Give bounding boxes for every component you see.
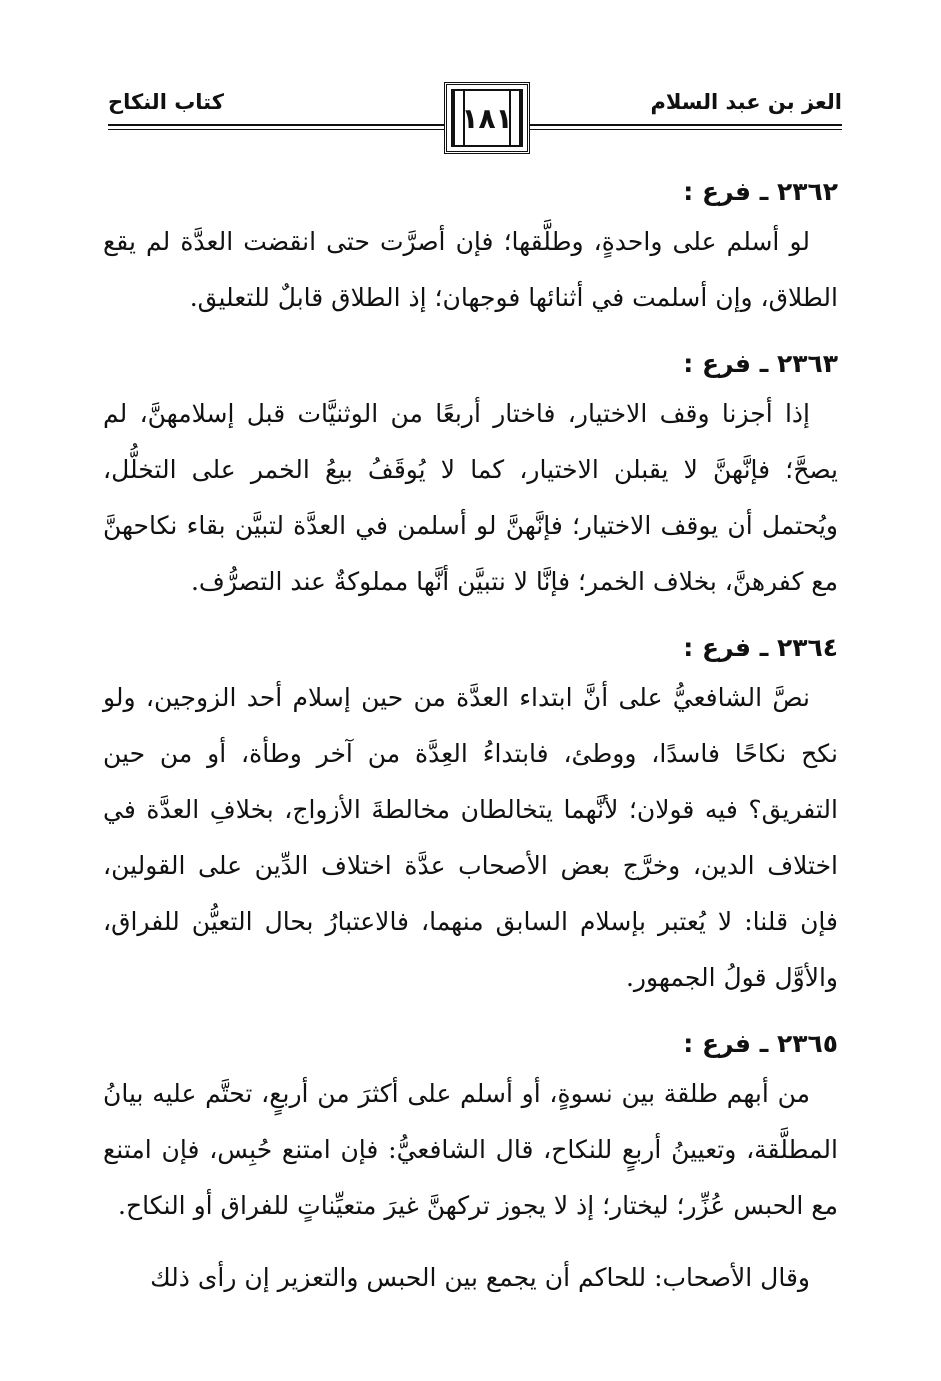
paragraph: لو أسلم على واحدةٍ، وطلَّقها؛ فإن أصرَّت حتى انقضت العدَّة لم يقع الطلاق، وإن أسلمت في أثنائها فوجهان؛ إذ الطلاق قابلٌ للتعليق. — [103, 227, 838, 312]
section-heading: ٢٣٦٢ ـ فرع : — [683, 177, 838, 206]
section-heading: ٢٣٦٣ ـ فرع : — [683, 349, 838, 378]
section-2365 — [103, 1022, 838, 1306]
paragraph: وقال الأصحاب: للحاكم أن يجمع بين الحبس والتعزير إن رأى ذلك — [150, 1263, 810, 1292]
section-heading: ٢٣٦٥ ـ فرع : — [683, 1029, 838, 1058]
running-header-author: العز بن عبد السلام — [650, 90, 842, 114]
page-body — [103, 170, 838, 1312]
section-2364 — [103, 626, 838, 1006]
section-2363 — [103, 342, 838, 610]
paragraph: من أبهم طلقة بين نسوةٍ، أو أسلم على أكثرَ من أربعٍ، تحتَّم عليه بيانُ المطلَّقة، وتعيينُ أربعٍ للنكاح، قال الشافعيُّ: فإن امتنع حُبِس، فإن امتنع مع الحبس عُزِّر؛ ليختار؛ إذ لا يجوز تركهنَّ غيرَ متعيِّناتٍ للفراق أو النكاح. — [103, 1079, 838, 1220]
section-2362 — [103, 170, 838, 326]
page-number: ١٨١ — [461, 101, 513, 135]
paragraph: نصَّ الشافعيُّ على أنَّ ابتداء العدَّة من حين إسلام أحد الزوجين، ولو نكح نكاحًا فاسدًا، ووطئ، فابتداءُ العِدَّة من آخر وطأة، أو من حين التفريق؟ فيه قولان؛ لأنَّهما يتخالطان مخالطةَ الأزواج، بخلافِ العدَّة في اختلاف الدين، وخرَّج بعض الأصحاب عدَّة اختلاف الدِّين على القولين، فإن قلنا: لا يُعتبر بإسلام السابق منهما، فالاعتبارُ بحال التعيُّن للفراق، والأوَّل قولُ الجمهور. — [103, 683, 838, 992]
section-heading: ٢٣٦٤ ـ فرع : — [683, 633, 838, 662]
running-header-book-section: كتاب النكاح — [108, 90, 224, 114]
page-number-frame — [444, 82, 530, 154]
page-header — [108, 82, 842, 162]
paragraph: إذا أجزنا وقف الاختيار، فاختار أربعًا من الوثنيَّات قبل إسلامهنَّ، لم يصحَّ؛ فإنَّهنَّ لا يقبلن الاختيار، كما لا يُوقَفُ بيعُ الخمر على التخلُّل، ويُحتمل أن يوقف الاختيار؛ فإنَّهنَّ لو أسلمن في العدَّة لتبيَّن بقاء نكاحهنَّ مع كفرهنَّ، بخلاف الخمر؛ فإنَّا لا نتبيَّن أنَّها مملوكةٌ عند التصرُّف. — [103, 399, 838, 596]
